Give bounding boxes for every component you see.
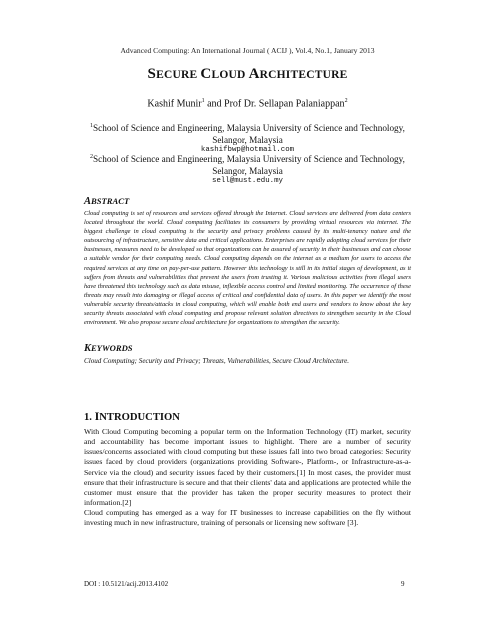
author-name: and Prof Dr. Sellapan Palaniappan [204, 98, 345, 110]
heading-cap: K [84, 343, 92, 354]
affiliation-superscript: 2 [90, 154, 94, 160]
title-letter: A [248, 66, 260, 82]
heading-rest: NTRODUCTION [99, 412, 180, 423]
author-name: Kashif Munir [147, 98, 202, 110]
affiliation-line [0, 152, 495, 166]
affiliation-location: Selangor, Malaysia [212, 165, 283, 176]
author-superscript: 1 [201, 98, 205, 104]
keywords-heading [84, 343, 133, 354]
paper-title [0, 66, 495, 83]
introduction-paragraph: With Cloud Computing becoming a popular term on the Information Technology (IT) market, security and accountability has become important issues to highlight. There are a number of security issues/concerns associated with cloud computing but these issues fall into two broad categories: Security issues faced by cloud providers (organizations providing Software-, Platform-, or Infrastructure-as-a-Service via the cloud) and security issues faced by their customers.[1] In most cases, the provider must ensure that their infrastructure is secure and that their clients' data and applications are protected while the customer must ensure that the provider has taken the proper security measures to protect their information.[2] [84, 427, 411, 508]
heading-cap: I [94, 409, 100, 423]
journal-header: Advanced Computing: An International Journal ( ACIJ ), Vol.4, No.1, January 2013 [120, 46, 375, 55]
heading-cap: A [84, 196, 92, 207]
affiliation-location: Selangor, Malaysia [212, 134, 283, 145]
affiliation-2 [0, 152, 495, 186]
abstract-heading [84, 196, 129, 207]
introduction-body [84, 427, 411, 529]
affiliation-line [0, 121, 495, 135]
title-smallcaps: ECURE [156, 69, 201, 81]
page-number: 9 [401, 580, 405, 588]
title-letter: S [147, 66, 157, 82]
abstract-text: Cloud computing is set of resources and services offered through the Internet. Cloud services are delivered from data centers located throughout the world. Cloud computing facilitates its consumers by providing virtual resources via internet. The biggest challenge in cloud computing is the security and privacy problems caused by its multi-tenancy nature and the outsourcing of infrastructure, sensitive data and critical applications. Enterprises are rapidly adopting cloud services for their businesses, measures need to be developed so that organizations can be assured of security in their businesses and can choose a suitable vendor for their computing needs. Cloud computing depends on the internet as a medium for users to access the required services at any time on pay-per-use pattern. However this technology is still in its initial stages of development, as it suffers from threats and vulnerabilities that prevent the users from trusting it. Various malicious activities from illegal users have threatened this technology such as data misuse, inflexible access control and limited monitoring. The occurrence of these threats may result into damaging or illegal access of critical and confidential data of users. In this paper we identify the most vulnerable security threats/attacks in cloud computing, which will enable both end users and vendors to know about the key security threats associated with cloud computing and propose relevant solution directives to strengthen security in the Cloud environment. We also propose secure cloud architecture for organizations to strengthen the security. [84, 210, 411, 327]
author-line [0, 98, 495, 109]
affiliation-email: kashifbwp@hotmail.com [200, 146, 295, 155]
keywords-text: Cloud Computing; Security and Privacy; Threats, Vulnerabilities, Secure Cloud Architecture. [84, 357, 350, 365]
heading-number: 1. [84, 412, 95, 423]
title-smallcaps: RCHITECTURE [259, 69, 348, 81]
affiliation-institution: School of Science and Engineering, Malaysia University of Science and Technology, [93, 154, 405, 165]
affiliation-email: sell@must.edu.my [212, 177, 283, 186]
affiliation-superscript: 1 [90, 123, 94, 129]
title-letter: C [200, 66, 212, 82]
introduction-paragraph: Cloud computing has emerged as a way for IT businesses to increase capabilities on the fly without investing much in new infrastructure, training of personals or licensing new software [3]. [84, 508, 411, 528]
affiliation-institution: School of Science and Engineering, Malaysia University of Science and Technology, [93, 123, 405, 134]
heading-rest: BSTRACT [91, 196, 130, 206]
affiliation-1 [0, 121, 495, 155]
footer-doi: DOI : 10.5121/acij.2013.4102 [84, 580, 169, 588]
heading-rest: EYWORDS [91, 343, 133, 353]
title-smallcaps: LOUD [211, 69, 249, 81]
introduction-heading [84, 409, 180, 424]
author-superscript: 2 [344, 98, 348, 104]
